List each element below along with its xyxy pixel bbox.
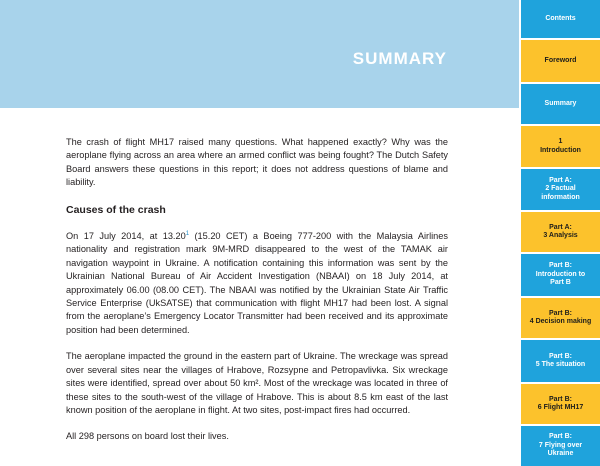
nav-tab-decision-making[interactable] — [521, 298, 600, 338]
footnote-marker[interactable]: 1 — [185, 230, 190, 237]
nav-tab-label: Introduction to — [535, 270, 586, 278]
nav-tab-foreword[interactable] — [521, 40, 600, 82]
nav-tab-flying-over-ukraine[interactable] — [521, 426, 600, 466]
crash-paragraph — [66, 230, 448, 337]
nav-tab-label: Contents — [545, 14, 576, 22]
nav-tab-summary[interactable] — [521, 84, 600, 124]
chapter-navigation — [519, 0, 600, 466]
nav-tab-label: Part B — [550, 279, 571, 287]
nav-tab-label: 6 Flight MH17 — [537, 404, 584, 411]
nav-tab-label: Part B: — [549, 433, 572, 441]
nav-tab-label: 5 The situation — [535, 361, 586, 368]
nav-tab-analysis[interactable] — [521, 212, 600, 252]
nav-tab-label: Summary — [544, 99, 577, 107]
nav-tab-label: Part A: — [549, 176, 572, 184]
nav-tab-label: information — [541, 193, 580, 201]
nav-tab-label: 2 Factual — [545, 185, 576, 193]
summary-body — [66, 136, 448, 457]
nav-tab-label: 7 Flying over — [538, 441, 583, 449]
nav-tab-label: Introduction — [540, 146, 581, 154]
page-title: SUMMARY — [352, 49, 447, 68]
nav-tab-introduction[interactable] — [521, 126, 600, 167]
intro-paragraph: The crash of flight MH17 raised many questions. What happened exactly? Why was the aeroplane flying across an area where an armed conflict was being fought? The Dutch Safety Board answers these questions in this report; it does not address questions of blame and liability. — [66, 137, 448, 188]
nav-tab-contents[interactable] — [521, 0, 600, 38]
nav-tab-label: 4 Decision making — [529, 318, 592, 325]
nav-tab-label: Foreword — [544, 56, 577, 64]
nav-tab-introduction-part-b[interactable] — [521, 254, 600, 296]
nav-tab-label: Part B: — [549, 352, 572, 360]
header-band — [0, 0, 519, 108]
nav-tab-label: Ukraine — [547, 450, 574, 458]
nav-tab-label: 1 — [558, 138, 563, 146]
crash-paragraph-start: On 17 July 2014, at 13.20 — [66, 231, 186, 242]
crash-paragraph-rest: (15.20 CET) a Boeing 777-200 with the Malaysia Airlines nationality and registration mark 9M-MRD disappeared to the west of the TAMAK air navigation waypoint in Ukraine. A notification containing this information was sent by the Ukrainian National Bureau of Air Accident Investigation (NBAAI) on 18 July 2014, at approximately 06.00 (08.00 CET). The NBAAI was notified by the Ukrainian State Air Traffic Service Enterprise (UkSATSE) that communication with flight MH17 had been lost. A signal from the aeroplane’s Emergency Locator Transmitter had been received and its approximate position had been determined. — [66, 231, 448, 335]
nav-tab-flight-mh17[interactable] — [521, 384, 600, 424]
nav-tab-the-situation[interactable] — [521, 340, 600, 382]
wreckage-paragraph: The aeroplane impacted the ground in the eastern part of Ukraine. The wreckage was spread over several sites near the villages of Hrabove, Rozsypne and Petropavlivka. Six wreckage sites were identified, spread over about 50 km². Most of the wreckage was located in three of these sites to the south-west of the village of Hrabove. This is about 8.5 km east of the last known position of the aeroplane in flight. At two sites, post-impact fires had occurred. — [66, 351, 448, 415]
nav-tab-label: Part B: — [549, 309, 572, 317]
section-heading: Causes of the crash — [66, 203, 166, 216]
nav-tab-label: Part B: — [549, 395, 572, 403]
nav-tab-factual-information[interactable] — [521, 169, 600, 210]
nav-tab-label: Part A: — [549, 223, 572, 231]
nav-tab-label: 3 Analysis — [543, 232, 578, 239]
casualties-paragraph: All 298 persons on board lost their lives. — [66, 431, 229, 442]
nav-tab-label: Part B: — [549, 262, 572, 270]
